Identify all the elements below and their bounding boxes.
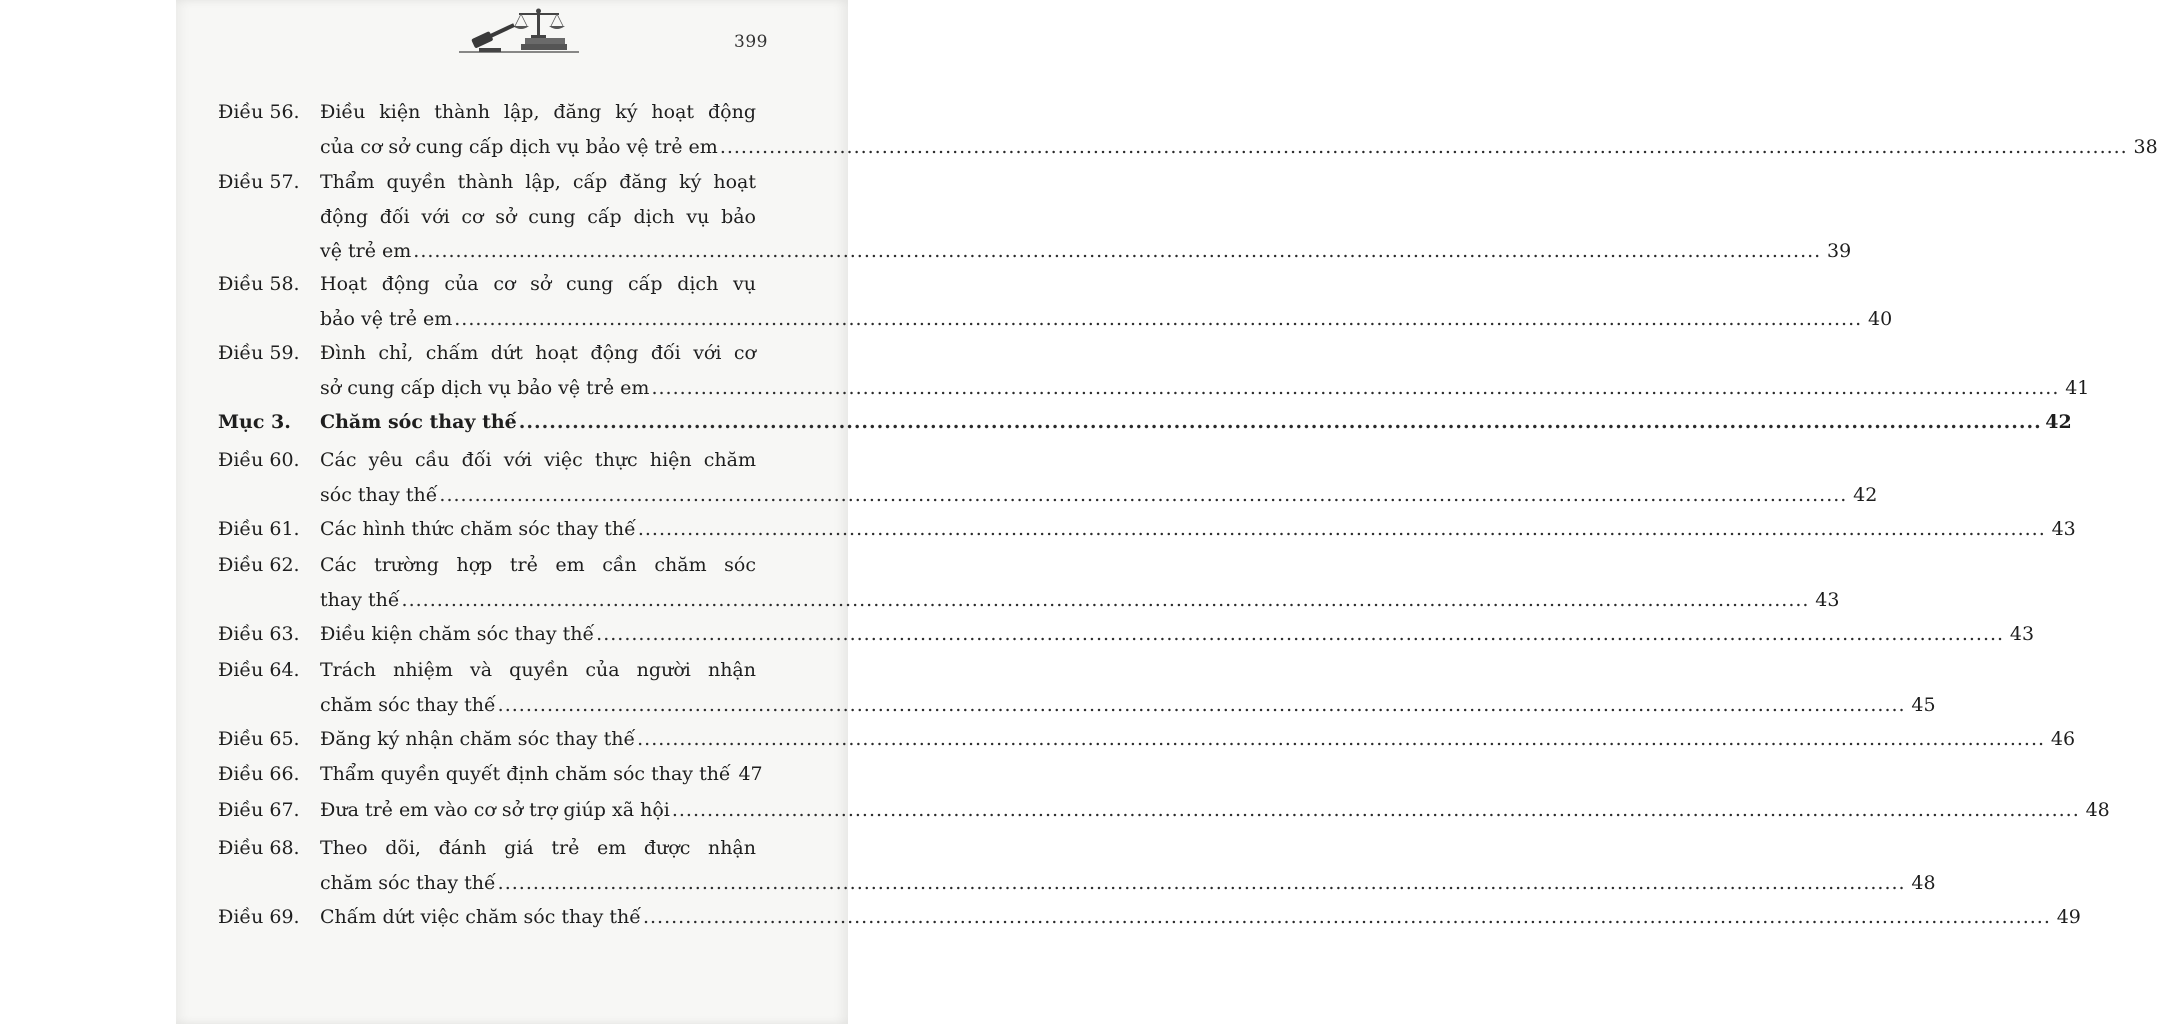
toc-page-number: 46 (2050, 728, 2076, 750)
toc-entry-line (320, 133, 2158, 161)
toc-entry-label: Điều 60. (218, 449, 300, 471)
toc-entry-title: Đăng ký nhận chăm sóc thay thế (320, 728, 636, 750)
toc-entry-label: Điều 67. (218, 799, 300, 821)
toc-page-number: 40 (1867, 307, 1893, 330)
toc-page-number: 48 (1911, 871, 1936, 894)
toc-entry-line (320, 796, 2110, 824)
toc-entry-line (320, 691, 1936, 719)
dot-leader: ........................................................................................................................................................................................................ (454, 307, 1863, 330)
toc-entry-line: Các yêu cầu đối với việc thực hiện chăm (320, 449, 756, 471)
toc-page-number: 41 (2065, 376, 2090, 399)
toc-page-number: 43 (2051, 518, 2076, 540)
toc-entry-label: Điều 64. (218, 659, 300, 681)
toc-entry-line: Trách nhiệm và quyền của người nhận (320, 659, 756, 681)
toc-entry-title: sở cung cấp dịch vụ bảo vệ trẻ em (320, 376, 650, 399)
toc-entry-line (320, 305, 1893, 333)
dot-leader: ........................................................................................................................................................................................................ (497, 693, 1906, 716)
toc-entry-line (320, 481, 1878, 509)
toc-entry-label: Điều 56. (218, 101, 300, 123)
toc-entry-line (320, 620, 2035, 648)
dot-leader: ........................................................................................................................................................................................................ (651, 376, 2060, 399)
toc-entry-title: Thẩm quyền quyết định chăm sóc thay thế (320, 763, 731, 785)
dot-leader: ........................................................................................................................................................................................................ (401, 588, 1810, 611)
toc-page-number: 43 (2009, 623, 2035, 645)
toc-entry-label: Điều 62. (218, 554, 300, 576)
toc-entry-title: Chấm dứt việc chăm sóc thay thế (320, 906, 641, 928)
toc-entry-line: Điều kiện thành lập, đăng ký hoạt động (320, 101, 756, 123)
toc-entry-label: Điều 58. (218, 273, 300, 295)
dot-leader: ........................................................................................................................................................................................................ (719, 135, 2128, 158)
toc-entry-title: chăm sóc thay thế (320, 871, 496, 894)
toc-entry-line: Thẩm quyền thành lập, cấp đăng ký hoạt (320, 171, 756, 193)
toc-entry-line (320, 586, 1840, 614)
toc-entry-line: Các trường hợp trẻ em cần chăm sóc (320, 554, 756, 576)
toc-entry-title: bảo vệ trẻ em (320, 307, 453, 330)
toc-entry-line (320, 408, 2072, 436)
toc-page-number: 47 (738, 763, 763, 785)
dot-leader: ........................................................................................................................................................................................................ (596, 623, 2005, 645)
toc-entry-line: Theo dõi, đánh giá trẻ em được nhận (320, 837, 756, 859)
toc-page-number: 49 (2056, 906, 2081, 928)
toc-entry-label: Điều 65. (218, 728, 300, 750)
toc-entry-title: Chăm sóc thay thế (320, 411, 517, 433)
toc-entry-line (320, 237, 1852, 265)
toc-entry-line (320, 515, 2076, 543)
dot-leader: ........................................................................................................................................................................................................ (642, 906, 2051, 928)
toc-entry-label: Điều 66. (218, 763, 300, 785)
toc-entry-label: Điều 63. (218, 623, 300, 645)
dot-leader: ........................................................................................................................................................................................................ (637, 518, 2046, 540)
toc-entry-title: Các hình thức chăm sóc thay thế (320, 518, 636, 540)
toc-page-number: 38 (2133, 135, 2158, 158)
toc-entry-line: Đình chỉ, chấm dứt hoạt động đối với cơ (320, 342, 756, 364)
dot-leader: ........................................................................................................................................................................................................ (413, 240, 1822, 262)
page-number: 399 (734, 32, 768, 52)
dot-leader: ........................................................................................................................................................................................................ (671, 799, 2080, 821)
toc-page-number: 42 (2045, 411, 2072, 433)
toc-entry-title: Điều kiện chăm sóc thay thế (320, 623, 595, 645)
toc-page-number: 45 (1911, 693, 1936, 716)
toc-entry-title: của cơ sở cung cấp dịch vụ bảo vệ trẻ em (320, 135, 718, 158)
toc-entry-title: thay thế (320, 588, 400, 611)
toc-page-number: 42 (1853, 483, 1878, 506)
toc-entry-label: Điều 68. (218, 837, 300, 859)
toc-entry-title: chăm sóc thay thế (320, 693, 496, 716)
toc-entry-title: vệ trẻ em (320, 240, 412, 262)
toc-entry-line: động đối với cơ sở cung cấp dịch vụ bảo (320, 205, 756, 228)
toc-entry-line (320, 903, 2081, 931)
dot-leader: ........................................................................................................................................................................................................ (637, 728, 2046, 750)
toc-page-number: 39 (1827, 240, 1852, 262)
toc-entry-label: Điều 59. (218, 342, 300, 364)
dot-leader: ........................................................................................................................................................................................................ (497, 871, 1906, 894)
toc-entry-line (320, 760, 763, 788)
toc-entry-line (320, 374, 2090, 402)
toc-entry-label: Điều 69. (218, 906, 300, 928)
toc-entry-line (320, 869, 1936, 897)
toc-entry-line (320, 725, 2076, 753)
toc-entry-label: Điều 57. (218, 171, 300, 193)
toc-page-number: 43 (1815, 588, 1840, 611)
toc-entry-label: Mục 3. (218, 411, 291, 433)
toc-entry-title: Đưa trẻ em vào cơ sở trợ giúp xã hội (320, 799, 670, 821)
toc-entry-label: Điều 61. (218, 518, 300, 540)
dot-leader: ........................................................................................................................................................................................................ (439, 483, 1848, 506)
toc-entry-title: sóc thay thế (320, 483, 438, 506)
dot-leader: ........................................................................................................................................................................................................ (518, 411, 2042, 433)
toc-entry-line: Hoạt động của cơ sở cung cấp dịch vụ (320, 273, 756, 295)
toc-page-number: 48 (2085, 799, 2110, 821)
